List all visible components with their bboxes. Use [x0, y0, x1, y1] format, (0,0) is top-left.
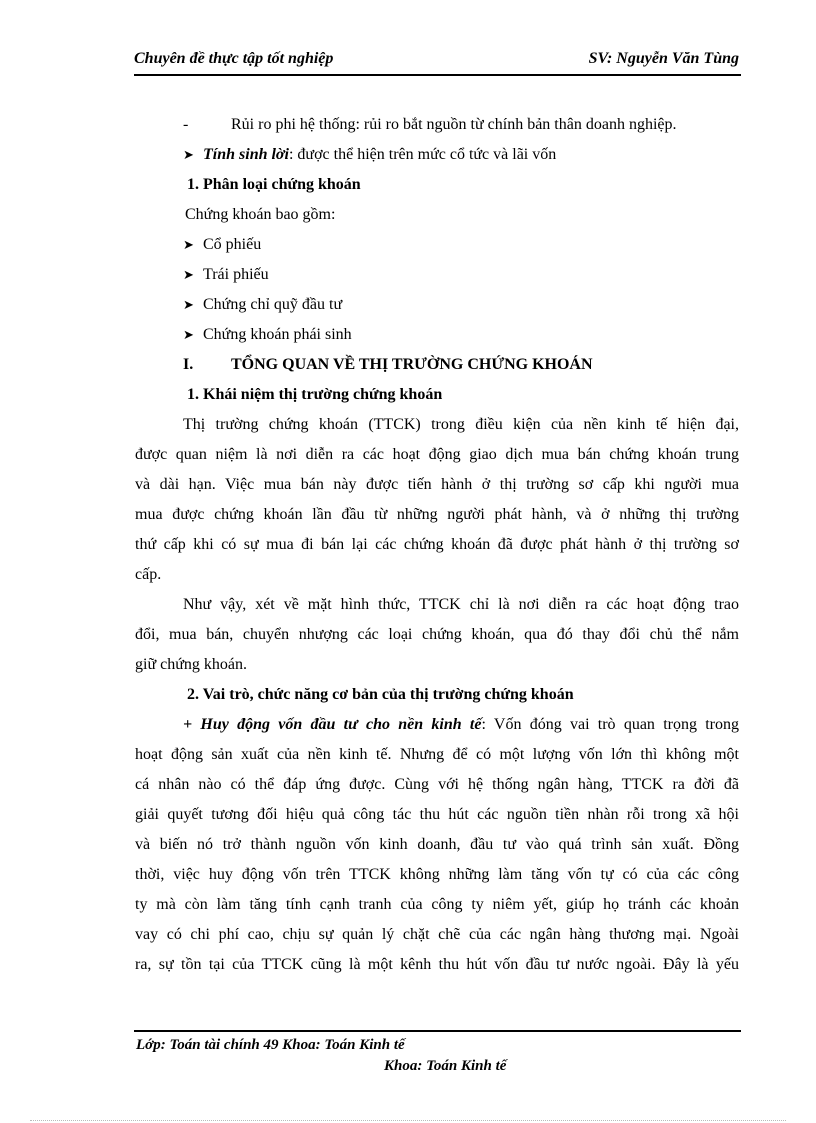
- paragraph-line: Thị trường chứng khoán (TTCK) trong điều kiện của nền kinh tế hiện đại,: [183, 416, 739, 433]
- list-item: [135, 116, 677, 134]
- paragraph-line: ra, sự tồn tại của TTCK cũng là một kênh thu hút vốn đầu tư nước ngoài. Đây là yếu: [135, 956, 739, 973]
- list-item-text: Rủi ro phi hệ thống: rủi ro bắt nguồn từ chính bản thân doanh nghiệp.: [231, 116, 677, 133]
- list-item: [183, 266, 269, 284]
- header-title: Chuyên đề thực tập tốt nghiệp: [134, 50, 334, 67]
- arrow-bullet-icon: ➤: [183, 237, 194, 252]
- page-edge-divider: [30, 1120, 786, 1121]
- list-item: [183, 296, 342, 314]
- paragraph: Chứng khoán bao gồm:: [185, 206, 336, 223]
- paragraph-line: vay có chi phí cao, chịu sự quản lý chặt chẽ của các ngân hàng thương mại. Ngoài: [135, 926, 739, 943]
- arrow-bullet-icon: ➤: [183, 267, 194, 282]
- list-item-text: Trái phiếu: [203, 266, 269, 283]
- page-header: [134, 48, 741, 76]
- page-footer: [134, 1030, 741, 1074]
- list-item-text: Chứng khoán phái sinh: [203, 326, 352, 343]
- paragraph-line: giữ chứng khoán.: [135, 656, 247, 673]
- section-heading: 1. Phân loại chứng khoán: [187, 176, 361, 193]
- paragraph-line: được quan niệm là nơi diễn ra các hoạt động giao dịch mua bán chứng khoán trung: [135, 446, 739, 463]
- list-item: [183, 326, 352, 344]
- paragraph-line: giải quyết tương đối hiệu quả công tác thu hút các nguồn tiền nhàn rỗi trong xã hội: [135, 806, 739, 823]
- paragraph-line: và dài hạn. Việc mua bán này được tiến hành ở thị trường sơ cấp khi người mua: [135, 476, 739, 493]
- paragraph-line: hoạt động sản xuất của nền kinh tế. Nhưng để có một lượng vốn lớn thì không một: [135, 746, 739, 763]
- list-item-text: Chứng chỉ quỹ đầu tư: [203, 296, 343, 313]
- arrow-bullet-icon: ➤: [183, 327, 194, 342]
- paragraph-line: Như vậy, xét về mặt hình thức, TTCK chỉ là nơi diễn ra các hoạt động trao: [183, 596, 739, 613]
- paragraph-text: : Vốn đóng vai trò quan trọng trong: [481, 716, 740, 733]
- bold-term: + Huy động vốn đầu tư cho nền kinh tế: [183, 716, 482, 733]
- paragraph-line: ty mà còn làm tăng tính cạnh tranh của công ty niêm yết, giúp họ tránh các khoản: [135, 896, 739, 913]
- header-author: SV: Nguyễn Văn Tùng: [588, 50, 739, 67]
- list-item-text: : được thể hiện trên mức cổ tức và lãi vốn: [288, 146, 557, 163]
- list-item: [183, 146, 556, 164]
- paragraph-line: thời, việc huy động vốn trên TTCK không những làm tăng vốn tự có của các công: [135, 866, 739, 883]
- list-item: [183, 236, 261, 254]
- section-heading: 2. Vai trò, chức năng cơ bản của thị trường chứng khoán: [187, 686, 574, 703]
- bold-term: Tính sinh lời: [203, 146, 289, 163]
- paragraph-line: đổi, mua bán, chuyển nhượng các loại chứng khoán, qua đó thay đổi chủ thể nắm: [135, 626, 739, 643]
- paragraph-line: cá nhân nào có thể đáp ứng được. Cùng với hệ thống ngân hàng, TTCK ra đời đã: [135, 776, 739, 793]
- dash-marker: -: [183, 116, 189, 133]
- paragraph-line: thứ cấp khi có sự mua đi bán lại các chứng khoán đã được phát hành ở thị trường sơ: [135, 536, 739, 553]
- paragraph-line: cấp.: [135, 566, 162, 583]
- paragraph-line: mua được chứng khoán lần đầu từ những người phát hành, và ở những thị trường: [135, 506, 739, 523]
- heading-number: I.: [183, 356, 194, 373]
- footer-class-line: Lớp: Toán tài chính 49 Khoa: Toán Kinh tế: [136, 1037, 405, 1053]
- section-heading: 1. Khái niệm thị trường chứng khoán: [187, 386, 443, 403]
- arrow-bullet-icon: ➤: [183, 147, 194, 162]
- paragraph-line: [135, 716, 739, 734]
- paragraph-line: và biến nó trở thành nguồn vốn kinh doanh, đầu tư vào quá trình sản xuất. Đồng: [135, 836, 739, 853]
- chapter-heading: [183, 356, 593, 374]
- arrow-bullet-icon: ➤: [183, 297, 194, 312]
- footer-faculty-line: Khoa: Toán Kinh tế: [384, 1058, 507, 1074]
- list-item-text: Cổ phiếu: [203, 236, 262, 253]
- heading-text: TỔNG QUAN VỀ THỊ TRƯỜNG CHỨNG KHOÁN: [231, 356, 593, 373]
